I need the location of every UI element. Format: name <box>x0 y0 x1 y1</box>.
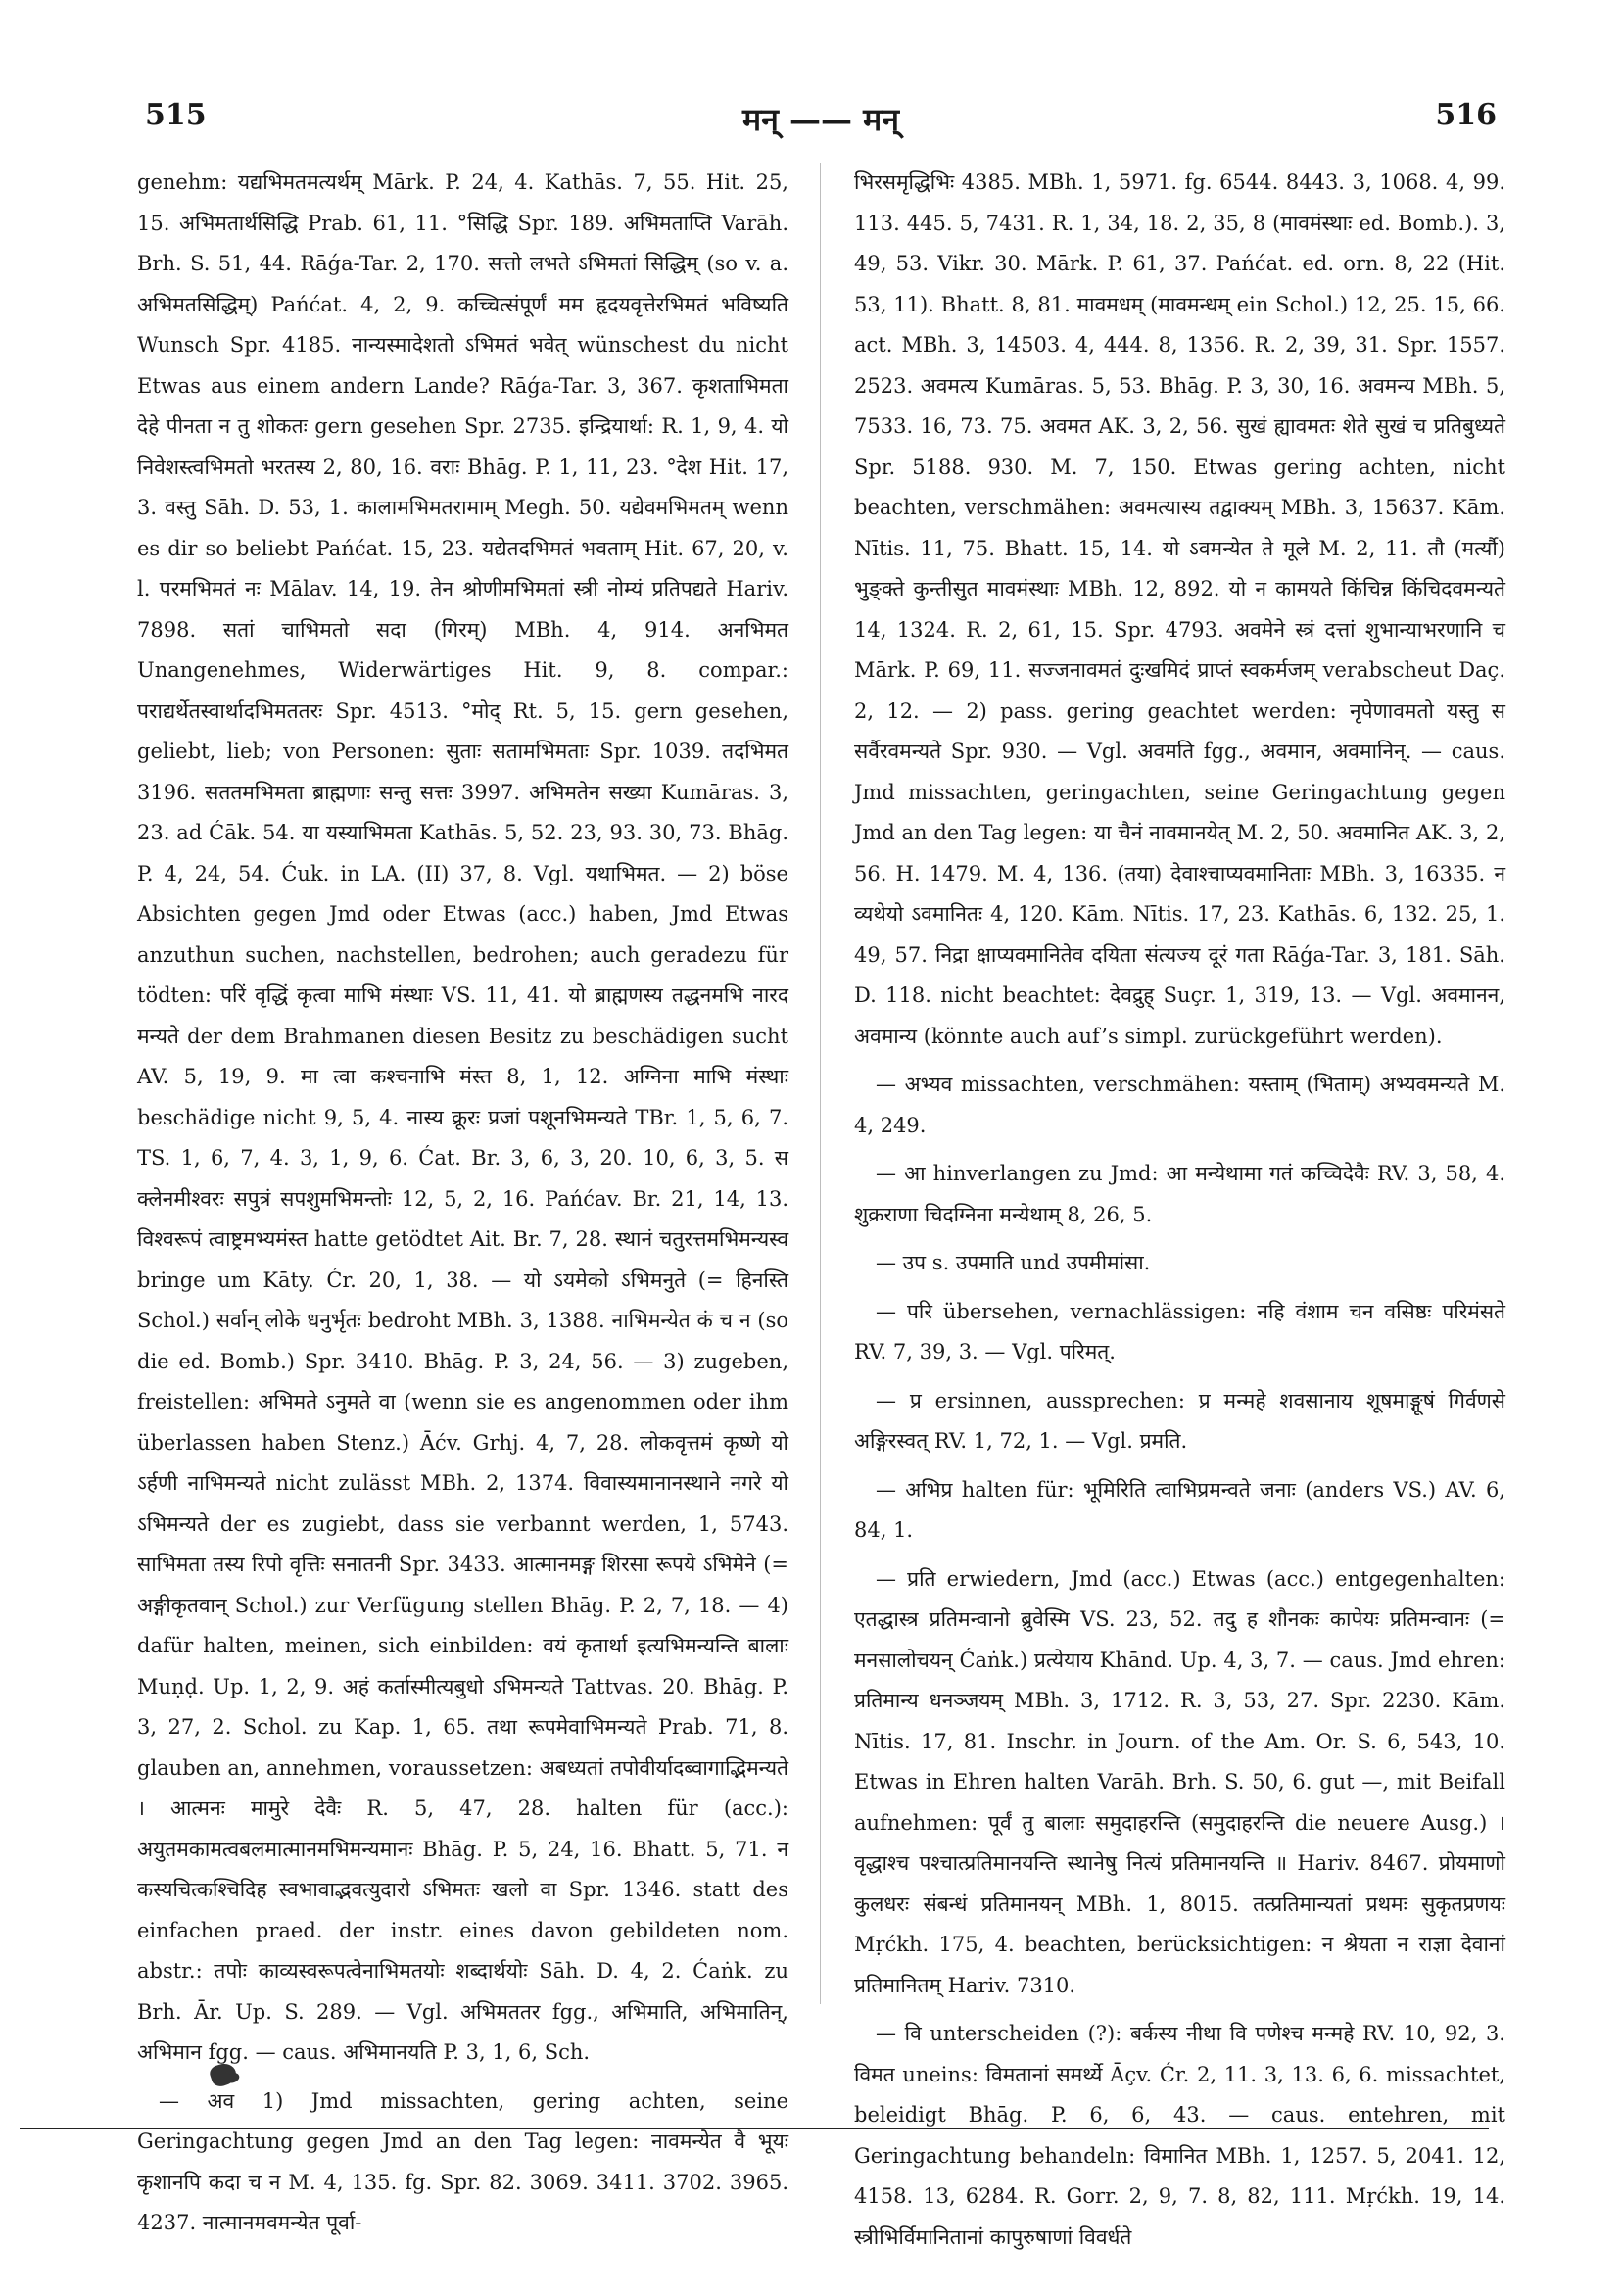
entry-text: — प्र ersinnen, aussprechen: प्र मन्महे शवसानाय शूषमाङ्गूषं गिर्वणसे अङ्गिरस्वत् RV. 1, 72, 1. — Vgl. प्रमति. <box>854 1388 1505 1453</box>
page-number-right: 516 <box>1435 98 1497 132</box>
right-column <box>854 163 1505 2249</box>
entry-text: — अभिप्र halten für: भूमिरिति त्वाभिप्रमन्वते जनाः (anders VS.) AV. 6, 84, 1. <box>854 1477 1505 1542</box>
column-divider <box>820 163 821 2004</box>
entry-text: भिरसमृद्धिभिः 4385. MBh. 1, 5971. fg. 6544. 8443. 3, 1068. 4, 99. 113. 445. 5, 7431. R. 1, 34, 18. 2, 35, 8 (मावमंस्थाः ed. Bomb.). 3, 49, 53. Vikr. 30. Mārk. P. 61, 37. Pańćat. ed. orn. 8, 22 (Hit. 53, 11). Bhatt. 8, 81. मावमधम् (मावमन्धम् ein Schol.) 12, 25. 15, 66. act. MBh. 3, 14503. 4, 444. 8, 1356. R. 2, 39, 31. Spr. 1557. 2523. अवमत्य Kumāras. 5, 53. Bhāg. P. 3, 30, 16. अवमन्य MBh. 5, 7533. 16, 73. 75. अवमत AK. 3, 2, 56. सुखं ह्यावमतः शेते सुखं च प्रतिबुध्यते Spr. 5188. 930. M. 7, 150. Etwas gering achten, nicht beachten, verschmähen: अवमत्यास्य तद्वाक्यम् MBh. 3, 15637. Kām. Nītis. 11, 75. Bhatt. 15, 14. यो ऽवमन्येत ते मूले M. 2, 11. तौ (मर्त्यौ) भुङ्क्ते कुन्तीसुत मावमंस्थाः MBh. 12, 892. यो न कामयते किंचिन्न किंचिदवमन्यते 14, 1324. R. 2, 61, 15. Spr. 4793. अवमेने स्त्रं दत्तां शुभान्याभरणानि च Mārk. P. 69, 11. सज्जनावमतं दुःखमिदं प्राप्तं स्वकर्मजम् verabscheut Daç. 2, 12. — 2) pass. gering geachtet werden: नृपेणावमतो यस्तु स सर्वैरवमन्यते Spr. 930. — Vgl. अवमति fgg., अवमान, अवमानिन्. — caus. Jmd missachten, geringachten, seine Geringachtung gegen Jmd an den Tag legen: या चैनं नावमानयेत् M. 2, 50. अवमानित AK. 3, 2, 56. H. 1479. M. 4, 136. (तया) देवाश्चाप्यवमानिताः MBh. 3, 16335. न व्यथेयो ऽवमानितः 4, 120. Kām. Nītis. 17, 23. Kathās. 6, 132. 25, 1. 49, 57. निद्रा क्षाप्यवमानितेव दयिता संत्यज्य दूरं गता Rāǵa-Tar. 3, 181. Sāh. D. 118. nicht beachtet: देवद्रुह् Suçr. 1, 319, 13. — Vgl. अवमानन, अवमान्य (könnte auch auf’s simpl. zurückgeführt werden). <box>854 170 1505 1048</box>
left-column <box>137 163 788 2234</box>
page-header <box>145 98 1497 147</box>
footer-rule <box>20 2128 1489 2129</box>
entry-text: genehm: यद्यभिमतमत्यर्थम् Mārk. P. 24, 4. Kathās. 7, 55. Hit. 25, 15. अभिमतार्थसिद्धि Prab. 61, 11. °सिद्धि Spr. 189. अभिमताप्ति Varāh. Brh. S. 51, 44. Rāǵa-Tar. 2, 170. सत्तो लभते ऽभिमतां सिद्धिम् (so v. a. अभिमतसिद्धिम्) Pańćat. 4, 2, 9. कच्चित्संपूर्णं मम हृदयवृत्तेरभिमतं भविष्यति Wunsch Spr. 4185. नान्यस्मादेशतो ऽभिमतं भवेत् wünschest du nicht Etwas aus einem andern Lande? Rāǵa-Tar. 3, 367. कृशताभिमता देहे पीनता न तु शोकतः gern gesehen Spr. 2735. इन्द्रियार्था: R. 1, 9, 4. यो निवेशस्त्वभिमतो भरतस्य 2, 80, 16. वराः Bhāg. P. 1, 11, 23. °देश Hit. 17, 3. वस्तु Sāh. D. 53, 1. कालामभिमतरामाम् Megh. 50. यद्येवमभिमतम् wenn es dir so beliebt Pańćat. 15, 23. यद्येतदभिमतं भवताम् Hit. 67, 20, v. l. परमभिमतं नः Mālav. 14, 19. तेन श्रोणीमभिमतां स्त्री नोम्यं प्रतिपद्यते Hariv. 7898. सतां चाभिमतो सदा (गिरम्) MBh. 4, 914. अनभिमत Unangenehmes, Widerwärtiges Hit. 9, 8. compar.: पराद्यर्थेतस्वार्थादभिमततरः Spr. 4513. °मोद् Rt. 5, 15. gern gesehen, geliebt, lieb; von Personen: सुताः सतामभिमताः Spr. 1039. तदभिमत 3196. सततमभिमता ब्राह्मणाः सन्तु सत्तः 3997. अभिमतेन सख्या Kumāras. 3, 23. ad Ćāk. 54. या यस्याभिमता Kathās. 5, 52. 23, 93. 30, 73. Bhāg. P. 4, 24, 54. Ćuk. in LA. (II) 37, 8. Vgl. यथाभिमत. — 2) böse Absichten gegen Jmd oder Etwas (acc.) haben, Jmd Etwas anzuthun suchen, nachstellen, bedrohen; auch geradezu für tödten: परिं वृद्धिं कृत्वा माभि मंस्थाः VS. 11, 41. यो ब्राह्मणस्य तद्धनमभि नारद मन्यते der dem Brahmanen diesen Besitz zu beschädigen sucht AV. 5, 19, 9. मा त्वा कश्चनाभि मंस्त 8, 1, 12. अग्निना माभि मंस्थाः beschädige nicht 9, 5, 4. नास्य क्रूरः प्रजां पशूनभिमन्यते TBr. 1, 5, 6, 7. TS. 1, 6, 7, 4. 3, 1, 9, 6. Ćat. Br. 3, 6, 3, 20. 10, 6, 3, 5. स क्लेनमीश्वरः सपुत्रं सपशुमभिमन्तोः 12, 5, 2, 16. Pańćav. Br. 21, 14, 13. विश्वरूपं त्वाष्ट्रमभ्यमंस्त hatte getödtet Ait. Br. 7, 28. स्थानं चतुरत्तमभिमन्यस्व bringe um Kāty. Ćr. 20, 1, 38. — यो ऽयमेको ऽभिमनुते (= हिनस्ति Schol.) सर्वान् लोके धनुर्भृतः bedroht MBh. 3, 1388. नाभिमन्येत कं च न (so die ed. Bomb.) Spr. 3410. Bhāg. P. 3, 24, 56. — 3) zugeben, freistellen: अभिमते ऽनुमते वा (wenn sie es angenommen oder ihm überlassen haben Stenz.) Āćv. Grhj. 4, 7, 28. लोकवृत्तमं कृष्णे यो ऽर्हणी नाभिमन्यते nicht zulässt MBh. 2, 1374. विवास्यमानानस्थाने नगरे यो ऽभिमन्यते der es zugiebt, dass sie verbannt werden, 1, 5743. साभिमता तस्य रिपो वृत्तिः सनातनी Spr. 3433. आत्मानमङ्ग शिरसा रूपये ऽभिमेने (= अङ्गीकृतवान् Schol.) zur Verfügung stellen Bhāg. P. 2, 7, 18. — 4) dafür halten, meinen, sich einbilden: वयं कृतार्था इत्यभिमन्यन्ति बालाः Muṇḍ. Up. 1, 2, 9. अहं कर्तास्मीत्यबुधो ऽभिमन्यते Tattvas. 20. Bhāg. P. 3, 27, 2. Schol. zu Kap. 1, 65. तथा रूपमेवाभिमन्यते Prab. 71, 8. glauben an, annehmen, voraussetzen: अबध्यतां तपोवीर्यादब्वागाद्भिमन्यते । आत्मनः मामुरे देवैः R. 5, 47, 28. halten für (acc.): अयुतमकामत्वबलमात्मानमभिमन्यमानः Bhāg. P. 5, 24, 16. Bhatt. 5, 71. न कस्यचित्कश्चिदिह स्वभावाद्भवत्युदारो ऽभिमतः खलो वा Spr. 1346. statt des einfachen praed. der instr. eines davon gebildeten nom. abstr.: तपोः काव्यस्वरूपत्वेनाभिमतयोः शब्दार्थयोः Sāh. D. 4, 2. Ćaṅk. zu Brh. Ār. Up. S. 289. — Vgl. अभिमततर fgg., अभिमाति, अभिमातिन्, अभिमान fgg. — caus. अभिमानयति P. 3, 1, 6, Sch. <box>137 170 788 2064</box>
entry-text: — उप s. उपमाति und उपमीमांसा. <box>876 1251 1151 1274</box>
running-head: मन् —— मन् <box>741 101 900 138</box>
entry-text: — आ hinverlangen zu Jmd: आ मन्येथामा गतं कच्चिदेवैः RV. 3, 58, 4. शुक्रराणा चिदग्निना मन्येथाम् 8, 26, 5. <box>854 1162 1505 1226</box>
entry-text: — अभ्यव missachten, verschmähen: यस्ताम् (भिताम्) अभ्यवमन्यते M. 4, 249. <box>854 1073 1505 1137</box>
entry-text: — परि übersehen, vernachlässigen: नहि वंशाम चन वसिष्ठः परिमंसते RV. 7, 39, 3. — Vgl. परिमत्. <box>854 1299 1505 1363</box>
entry-text: — वि unterscheiden (?): बर्कस्य नीथा वि पणेश्च मन्महे RV. 10, 92, 3. विमत uneins: विमतानां समर्थ्ये Āçv. Ćr. 2, 11. 3, 13. 6, 6. missachtet, beleidigt Bhāg. P. 6, 6, 43. — caus. entehren, mit Geringachtung behandeln: विमानित MBh. 1, 1257. 5, 2041. 12, 4158. 13, 6284. R. Gorr. 2, 9, 7. 8, 82, 111. Mṛćkh. 19, 14. स्त्रीभिर्विमानितानां कापुरुषाणां विवर्धते <box>854 2022 1505 2249</box>
page-number-left: 515 <box>145 98 207 132</box>
entry-text: — प्रति erwiedern, Jmd (acc.) Etwas (acc.) entgegenhalten: एतद्धास्त्र प्रतिमन्वानो ब्रुवेस्मि VS. 23, 52. तदु ह शौनकः कापेयः प्रतिमन्वानः (= मनसालोचयन् Ćaṅk.) प्रत्येयाय Khānd. Up. 4, 3, 7. — caus. Jmd ehren: प्रतिमान्य धनञ्जयम् MBh. 3, 1712. R. 3, 53, 27. Spr. 2230. Kām. Nītis. 17, 81. Inschr. in Journ. of the Am. Or. S. 6, 543, 10. Etwas in Ehren halten Varāh. Brh. S. 50, 6. gut —, mit Beifall aufnehmen: पूर्वं तु बालाः समुदाहरन्ति (समुदाहरन्ति die neuere Ausg.) । वृद्धाश्च पश्चात्प्रतिमानयन्ति स्थानेषु नित्यं प्रतिमानयन्ति ॥ Hariv. 8467. प्रोयमाणो कुलधरः संबन्धं प्रतिमानयन् MBh. 1, 8015. तत्प्रतिमान्यतां प्रथमः सुकृतप्रणयः Mṛćkh. 175, 4. beachten, berücksichtigen: न श्रेयता न राज्ञा देवानां प्रतिमानितम् Hariv. 7310. <box>854 1566 1505 1997</box>
entry-text: — अव 1) Jmd missachten, gering achten, seine Geringachtung gegen Jmd an den Tag legen: नावमन्येत वै भूयः कृशानपि कदा च न M. 4, 135. fg. Spr. 82. 3069. 3411. 3702. 3965. 4237. नात्मानमवमन्येत पूर्वा- <box>137 2088 788 2234</box>
